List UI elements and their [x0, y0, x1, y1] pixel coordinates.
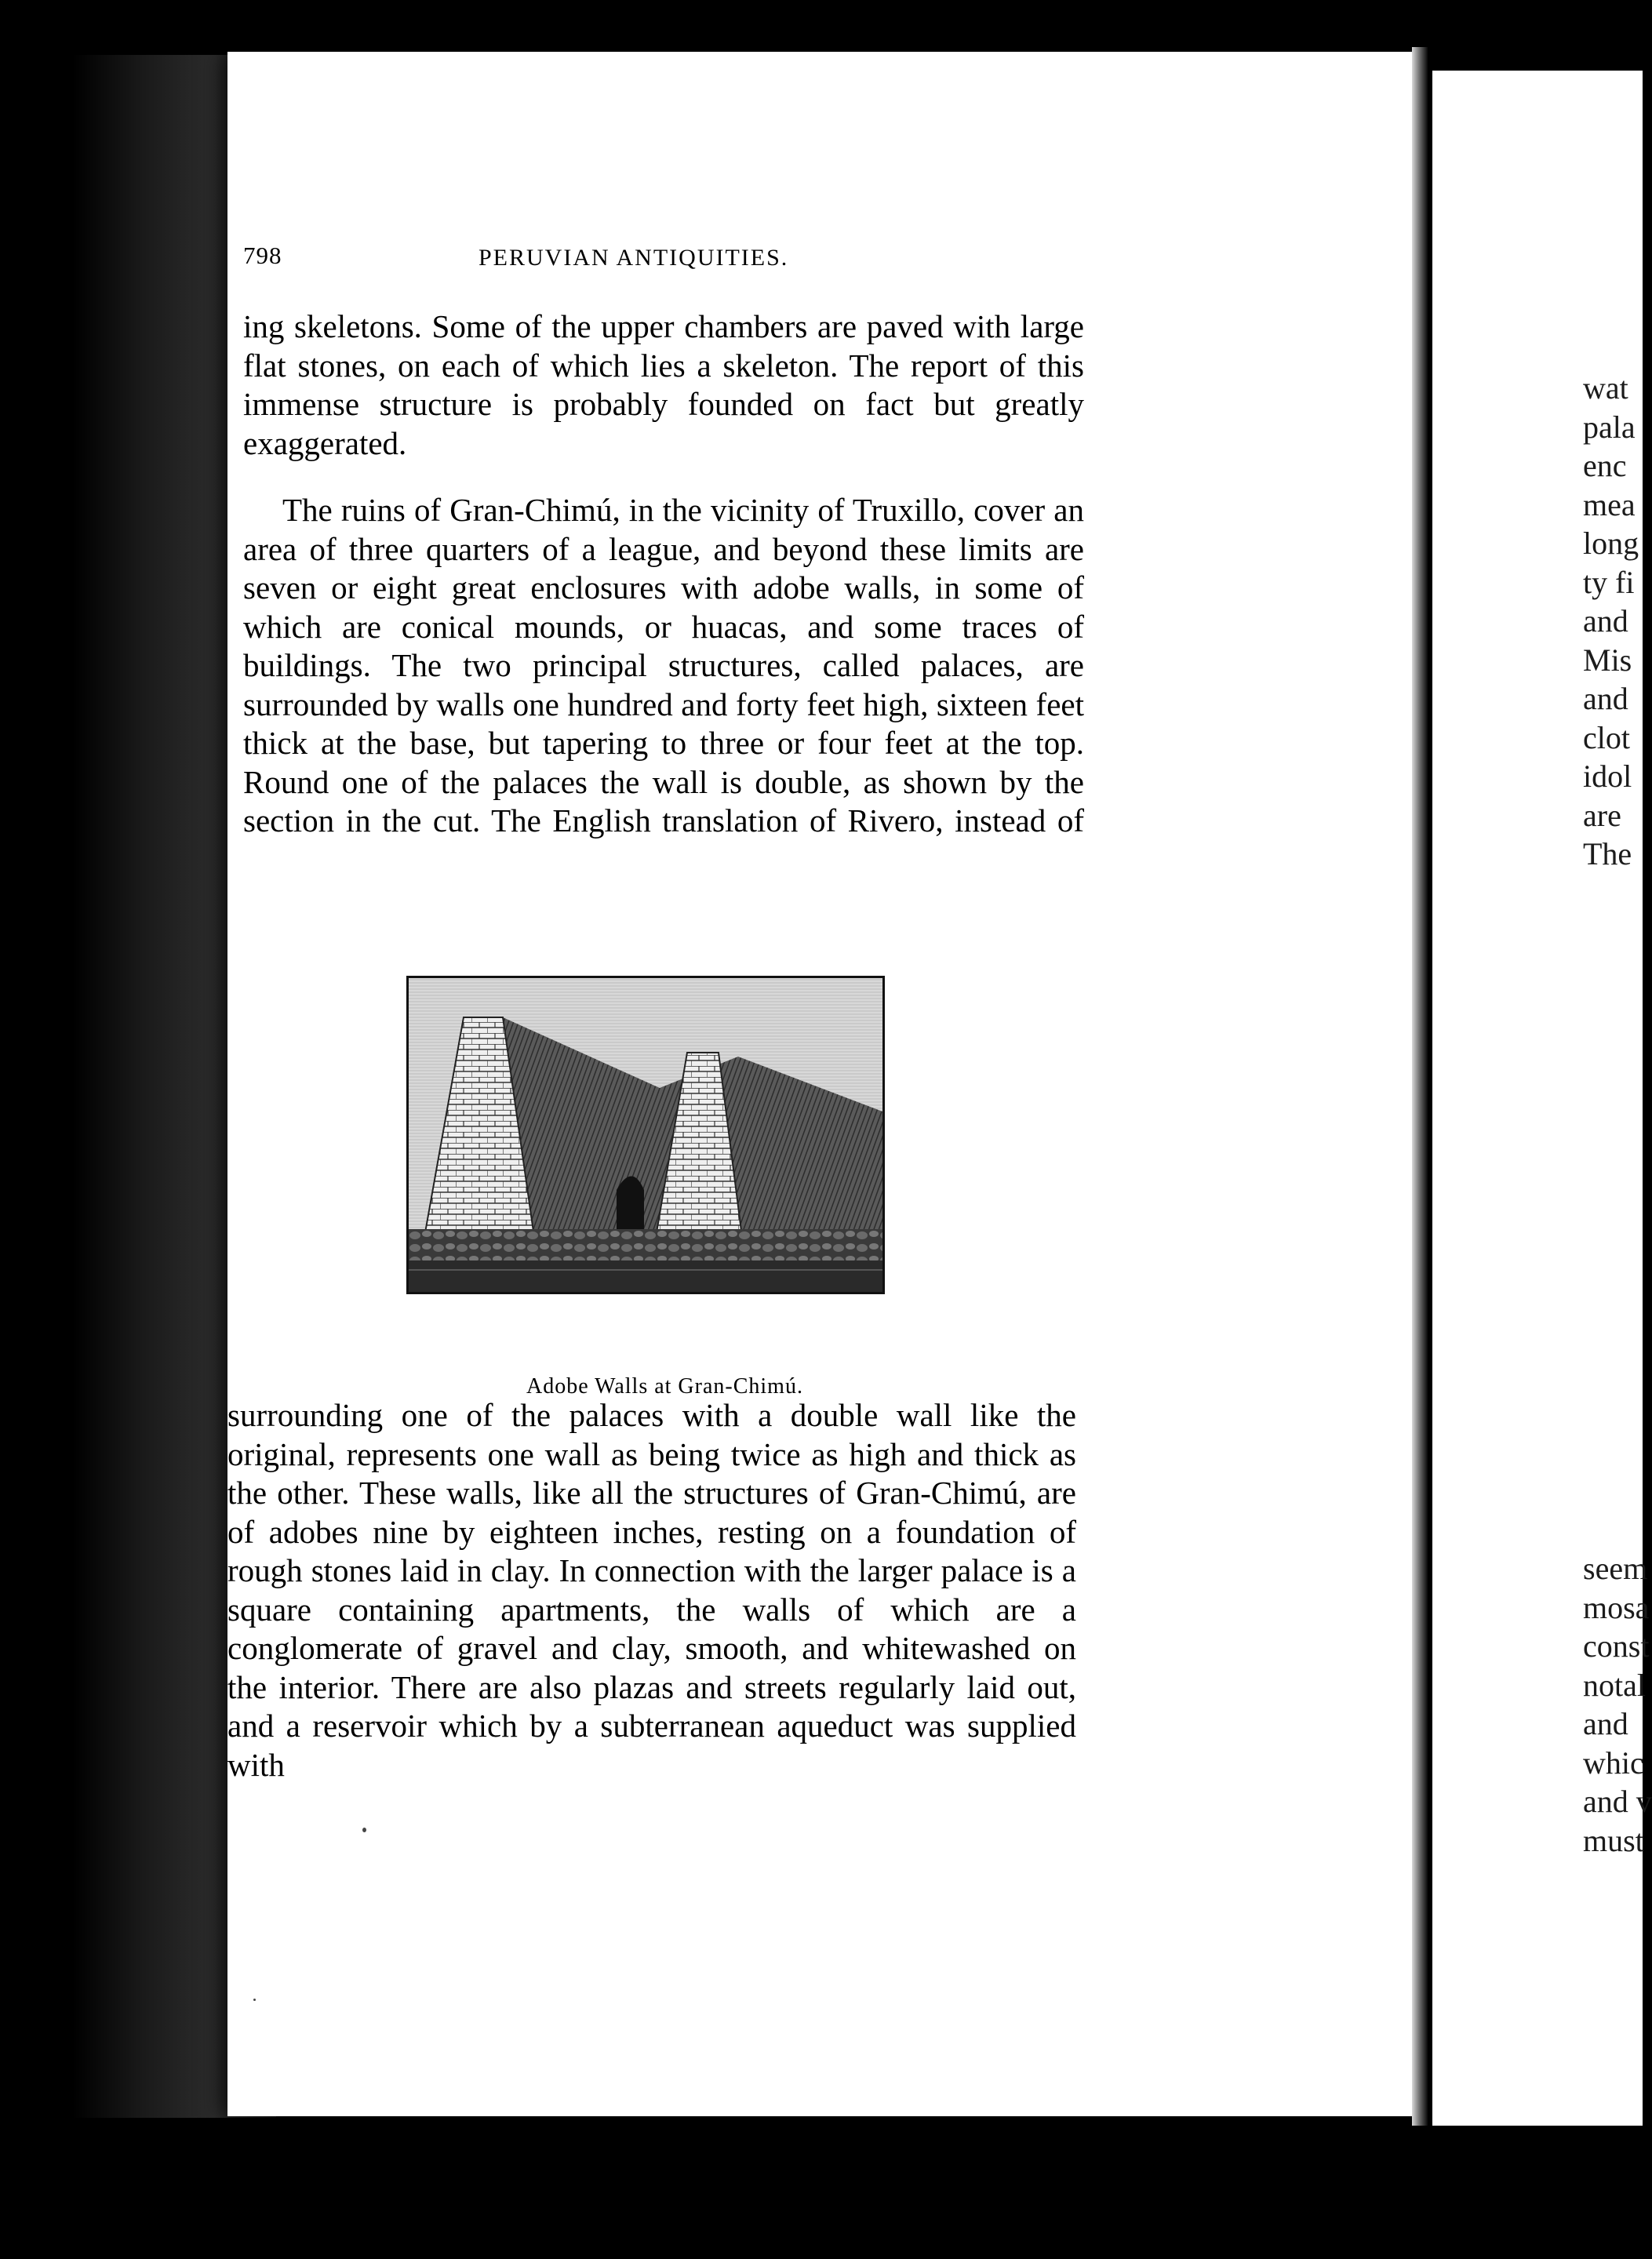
running-head: PERUVIAN ANTIQUITIES.	[478, 245, 789, 271]
text-fragment: const	[1583, 1628, 1650, 1664]
page-number: 798	[243, 242, 282, 269]
text-fragment: long	[1583, 526, 1639, 561]
text-fragment: enc	[1583, 448, 1627, 483]
page-speck	[253, 1999, 256, 2001]
text-block-1	[243, 307, 1084, 463]
right-page-text-top	[1583, 369, 1638, 874]
text-block-3	[227, 1396, 1076, 1784]
text-fragment: are	[1583, 797, 1621, 833]
paragraph: ing skeletons. Some of the upper chambers are paved with large flat stones, on each of which lies a skeleton. The report of this immense structure is probably founded on fact but greatly exaggerated.	[243, 308, 1084, 461]
page-speck	[362, 1828, 366, 1832]
paragraph: The ruins of Gran-Chimú, in the vicinity of Truxillo, cover an area of three quarters of a league, and beyond these limits are seven or eight great enclosures with adobe walls, in some of which are conical mounds, or huacas, and some traces of buildings. The two principal structures, called palaces, are surrounded by walls one hundred and forty feet high, sixteen feet thick at the base, but tapering to three or four feet at the top. Round one of the palaces the wall is double, as shown by the section in the cut. The English translation of Rivero, instead of	[243, 492, 1084, 838]
figure-caption: Adobe Walls at Gran-Chimú.	[526, 1374, 803, 1399]
text-fragment: must	[1583, 1822, 1644, 1858]
text-fragment: ty fi	[1583, 564, 1635, 600]
right-page-text-bottom	[1583, 1549, 1652, 1860]
text-fragment: seem	[1583, 1551, 1648, 1586]
adobe-walls-engraving	[409, 978, 882, 1292]
book-gutter	[1412, 47, 1428, 2126]
text-fragment: and v	[1583, 1784, 1652, 1819]
page-header	[243, 242, 1106, 281]
figure-illustration	[406, 976, 885, 1294]
text-fragment: pala	[1583, 409, 1636, 445]
text-fragment: clot	[1583, 719, 1630, 755]
text-fragment: wat	[1583, 370, 1628, 406]
text-fragment: mea	[1583, 486, 1636, 522]
text-block-2	[243, 491, 1084, 841]
text-fragment: idol	[1583, 758, 1632, 794]
text-fragment: mosa	[1583, 1589, 1650, 1625]
text-fragment: Mis	[1583, 642, 1632, 678]
text-fragment: and	[1583, 1706, 1628, 1741]
paragraph: surrounding one of the palaces with a double wall like the original, represents one wall as being twice as high and thick as the other. These walls, like all the structures of Gran-Chimú, are of adobes nine by eighteen inches, resting on a foundation of rough stones laid in clay. In connection with the larger palace is a square containing apartments, the walls of which are a conglomerate of gravel and clay, smooth, and whitewashed on the interior. There are also plazas and streets regularly laid out, and a reservoir which by a subterranean aqueduct was supplied with	[227, 1397, 1076, 1783]
text-fragment: notal	[1583, 1667, 1646, 1703]
text-fragment: and	[1583, 681, 1628, 716]
text-fragment: and	[1583, 603, 1628, 638]
text-fragment: The	[1583, 836, 1632, 871]
text-fragment: whic	[1583, 1744, 1644, 1781]
